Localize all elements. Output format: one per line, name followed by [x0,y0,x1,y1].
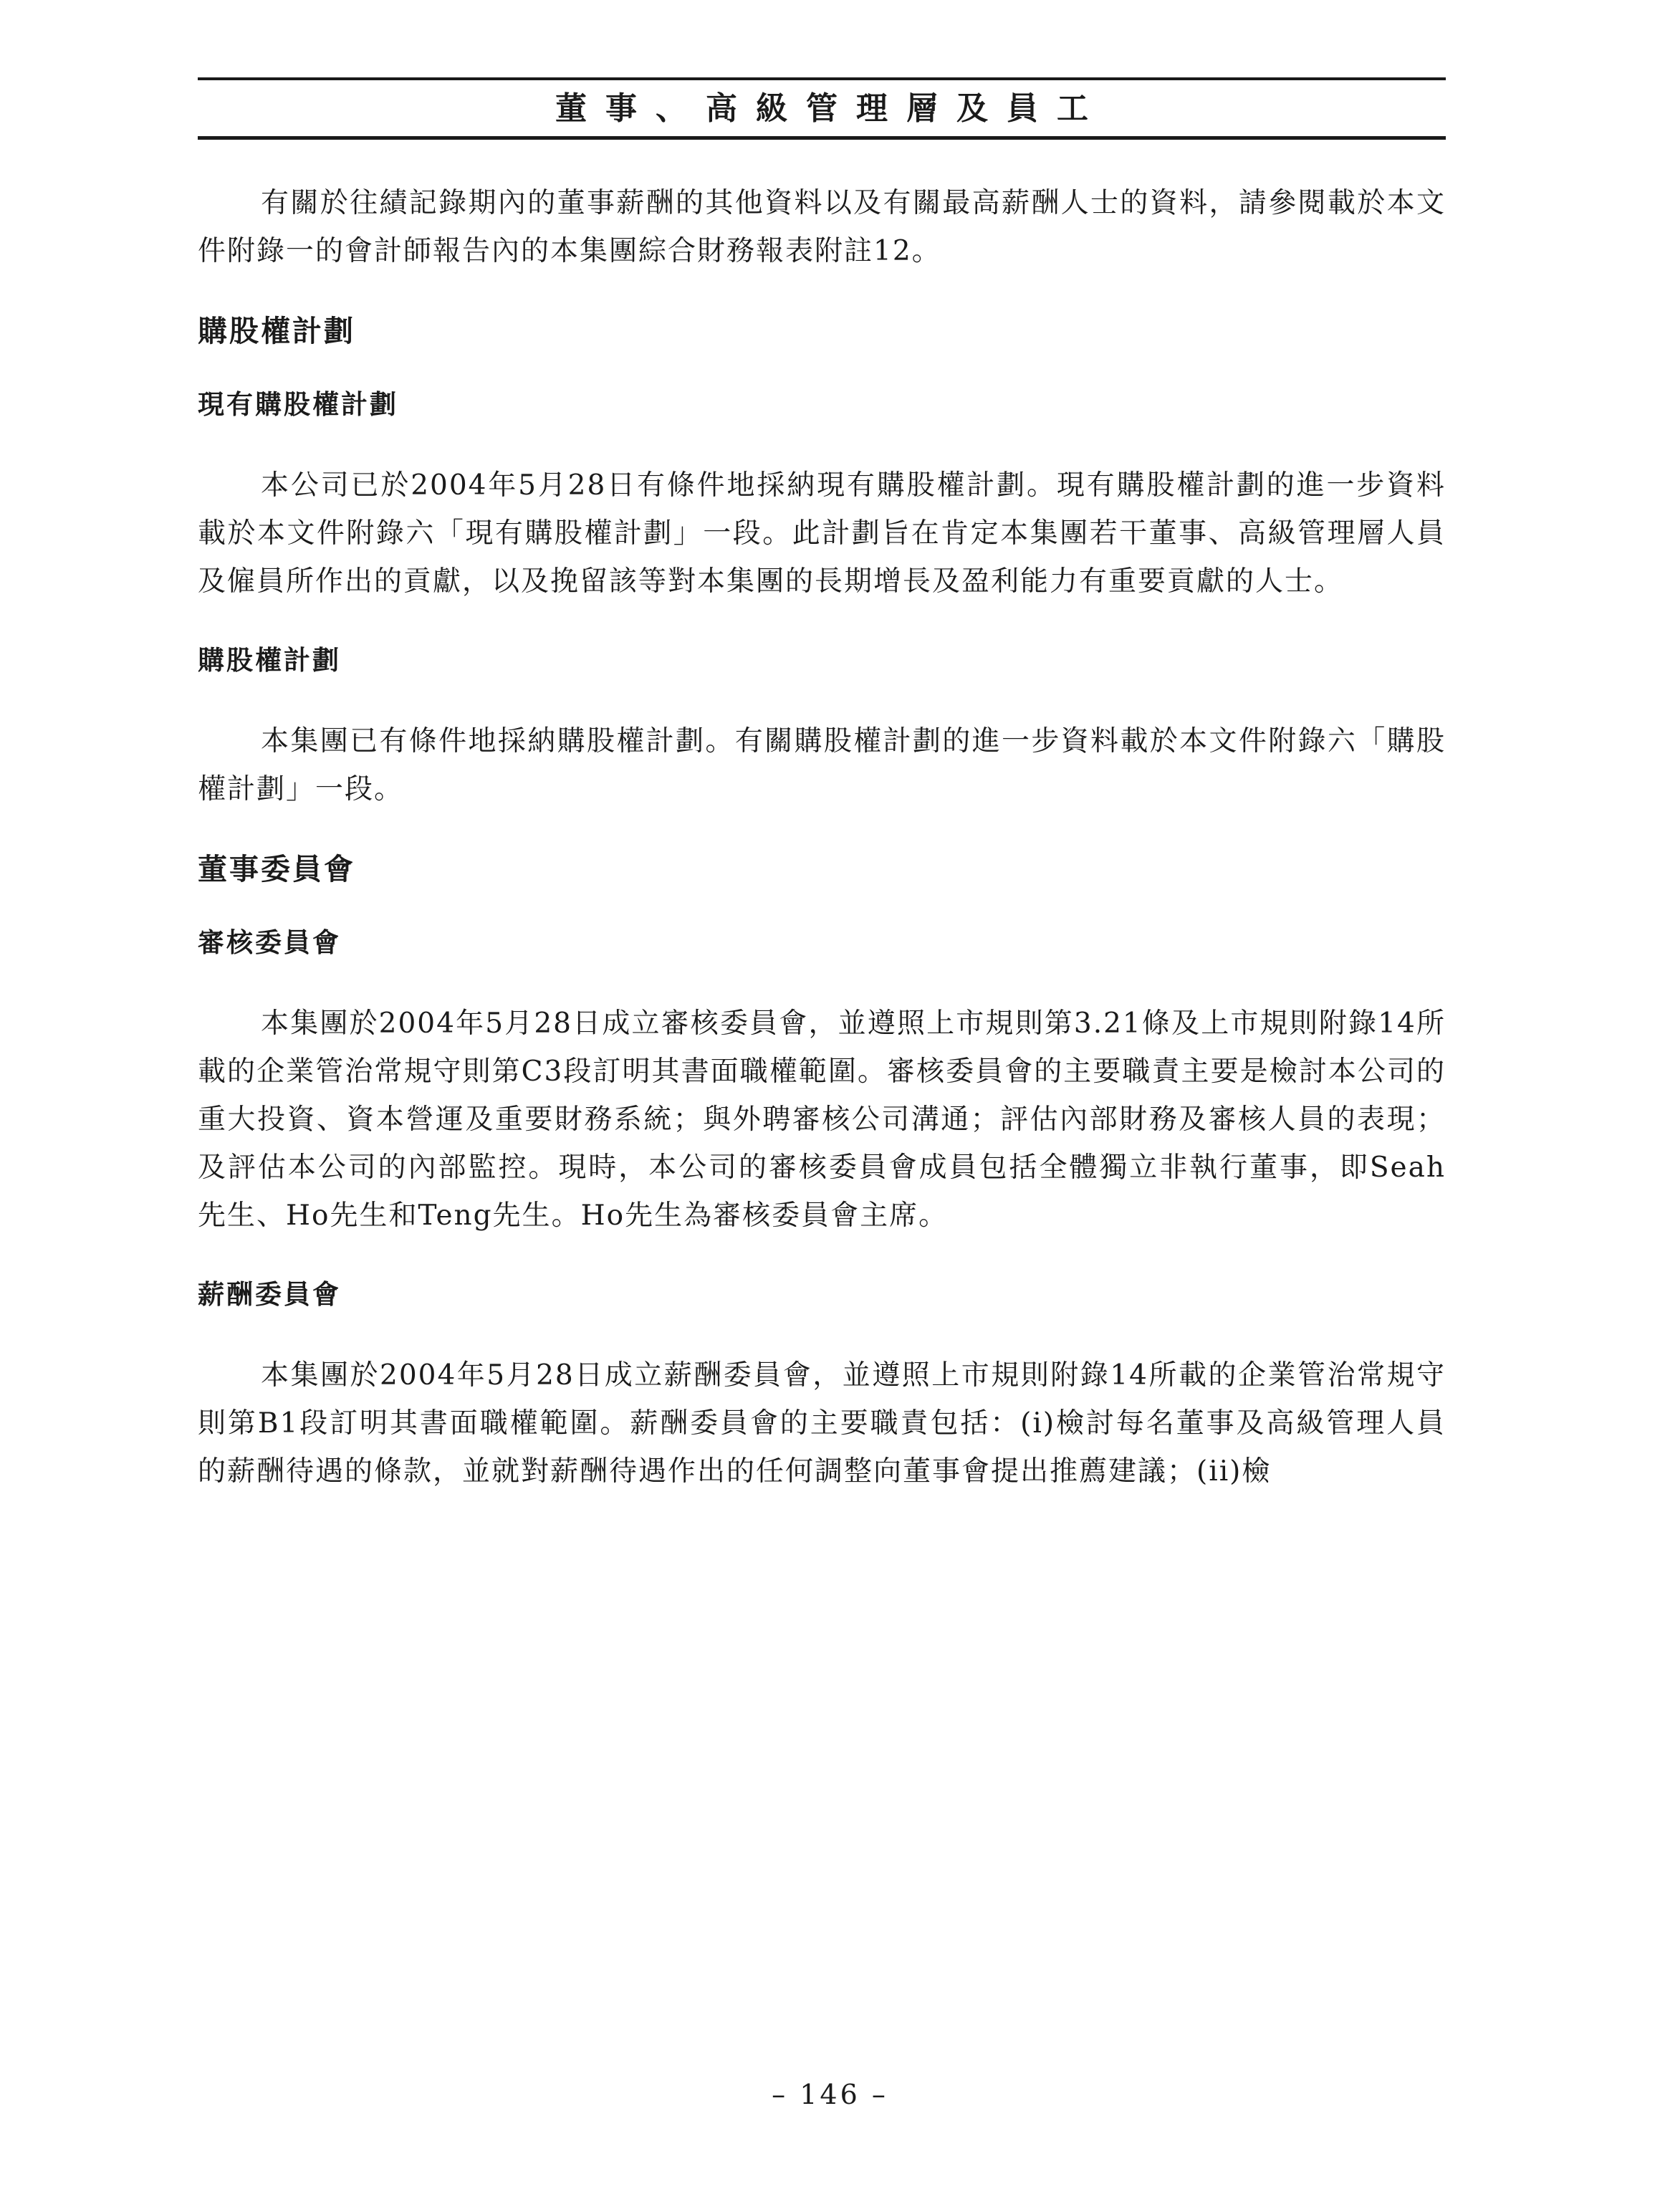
remuneration-committee-paragraph: 本集團於2004年5月28日成立薪酬委員會，並遵照上市規則附錄14所載的企業管治常規守則第B1段訂明其書面職權範圍。薪酬委員會的主要職責包括：(i)檢討每名董事及高級管理人員的薪酬待遇的條款，並就對薪酬待遇作出的任何調整向董事會提出推薦建議；(ii)檢 [198,1359,1446,1488]
subsection-heading-audit-committee: 審核委員會 [198,927,341,958]
share-option-scheme-paragraph: 本集團已有條件地採納購股權計劃。有關購股權計劃的進一步資料載於本文件附錄六「購股權計劃」一段。 [198,725,1446,805]
page-number: – 146 – [772,2079,888,2110]
subsection-heading-existing-share-option: 現有購股權計劃 [198,388,398,420]
existing-share-option-paragraph: 本公司已於2004年5月28日有條件地採納現有購股權計劃。現有購股權計劃的進一步資料載於本文件附錄六「現有購股權計劃」一段。此計劃旨在肯定本集團若干董事、高級管理層人員及僱員所作出的貢獻，以及挽留該等對本集團的長期增長及盈利能力有重要貢獻的人士。 [198,469,1446,598]
section-heading-board-committees: 董事委員會 [198,852,355,886]
subsection-heading-remuneration-committee: 薪酬委員會 [198,1278,341,1310]
page-header-title: 董事、高級管理層及員工 [555,90,1107,127]
subsection-heading-share-option-scheme: 購股權計劃 [198,644,341,676]
intro-paragraph: 有關於往績記錄期內的董事薪酬的其他資料以及有關最高薪酬人士的資料，請參閱載於本文件附錄一的會計師報告內的本集團綜合財務報表附註12。 [198,187,1446,267]
document-body [198,179,1446,1495]
header-bottom-rule [198,136,1446,140]
header-top-rule [198,77,1446,80]
audit-committee-paragraph: 本集團於2004年5月28日成立審核委員會，並遵照上市規則第3.21條及上市規則附錄14所載的企業管治常規守則第C3段訂明其書面職權範圍。審核委員會的主要職責主要是檢討本公司的重大投資、資本營運及重要財務系統；與外聘審核公司溝通；評估內部財務及審核人員的表現；及評估本公司的內部監控。現時，本公司的審核委員會成員包括全體獨立非執行董事，即Seah先生、Ho先生和Teng先生。Ho先生為審核委員會主席。 [198,1007,1446,1232]
section-heading-share-option: 購股權計劃 [198,314,355,348]
